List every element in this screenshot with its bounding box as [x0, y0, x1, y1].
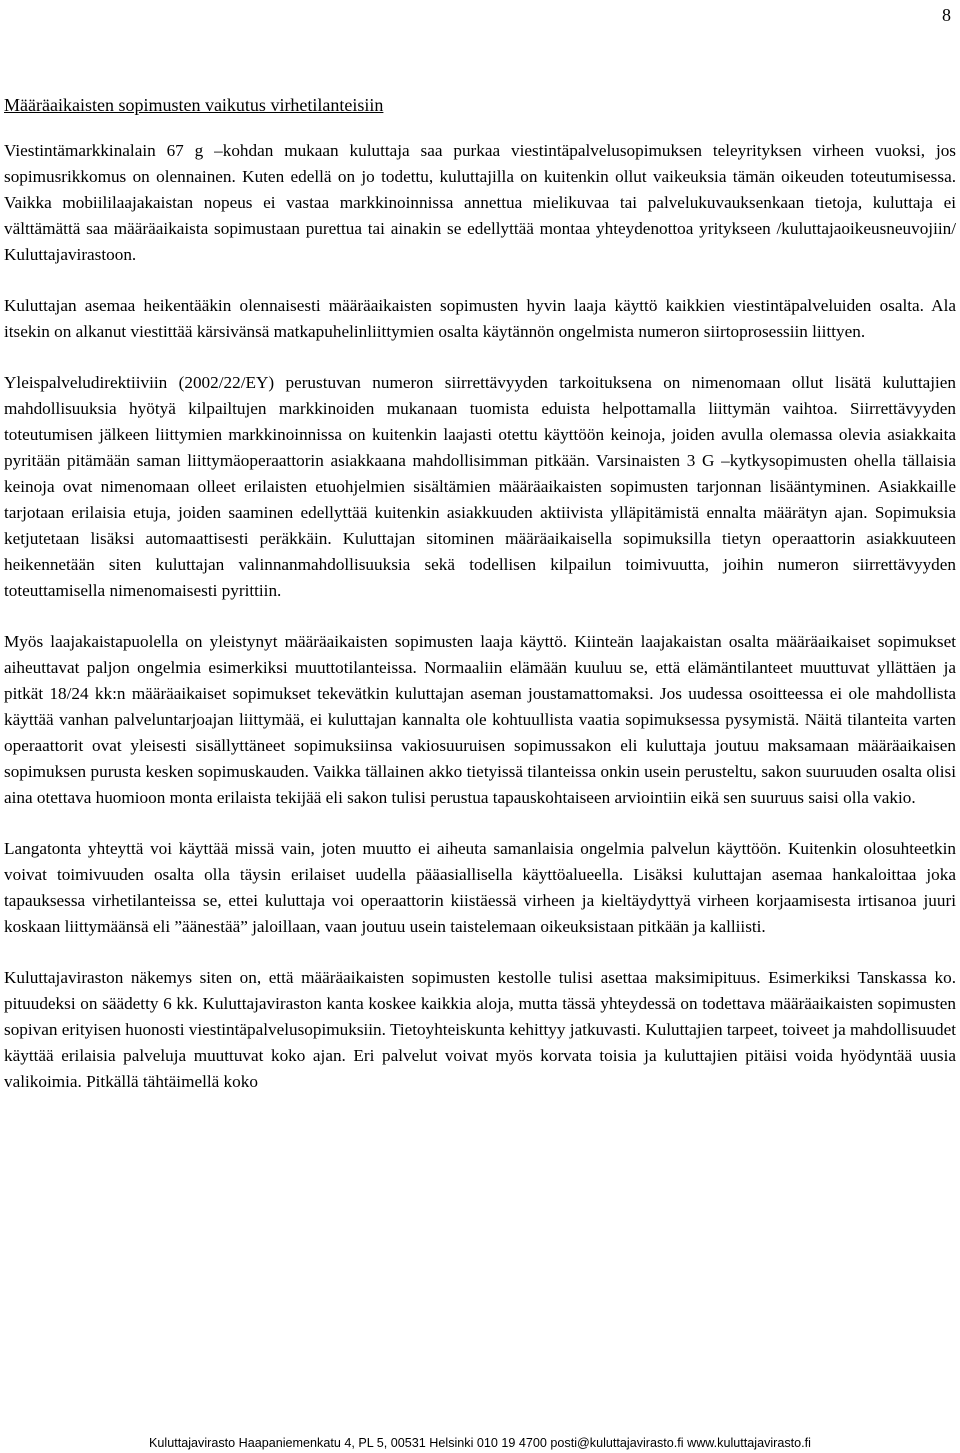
document-body	[4, 92, 956, 1120]
page-number: 8	[942, 5, 951, 25]
paragraph-4: Myös laajakaistapuolella on yleistynyt määräaikaisten sopimusten laaja käyttö. Kiinteän laajakaistan osalta määräaikaiset sopimukset aiheuttavat paljon ongelmia esimerkiksi muuttotilanteissa. Normaaliin elämään kuuluu se, että elämäntilanteet muuttuvat yllättäen ja pitkät 18/24 kk:n määräaikaiset sopimukset tekevätkin kuluttajan aseman joustamattomaksi. Jos uudessa osoitteessa ei ole mahdollista käyttää vanhan palveluntarjoajan liittymää, ei kuluttajan kannalta ole kohtuullista vaatia sopimuksessa pysymistä. Näitä tilanteita varten operaattorit ovat yleisesti sisällyttäneet sopimuksiinsa vakiosuuruisen sopimussakon eli kuluttaja joutuu maksamaan määräaikaisen sopimuksen purusta kesken sopimuskauden. Vaikka tällainen akko tietyissä tilanteissa onkin usein perusteltu, sakon suuruuden osalta olisi aina otettava huomioon monta erilaista tekijää eli sakon tulisi perustua tapauskohtaiseen arviointiin eikä sen suuruus saisi olla vakio.	[4, 632, 956, 807]
paragraph-3: Yleispalveludirektiiviin (2002/22/EY) perustuvan numeron siirrettävyyden tarkoituksena on nimenomaan ollut lisätä kuluttajien mahdollisuuksia hyötyä kilpailtujen markkinoiden mukanaan tuomista eduista helpottamalla liittymän vaihtoa. Siirrettävyyden toteutumisen jälkeen liittymien markkinoinnissa on kuitenkin laajasti otettu käyttöön keinoja, joiden avulla olemassa olevia asiakkaita pyritään pitämään saman liittymäoperaattorin asiakkaana mahdollisimman pitkään. Varsinaisten 3 G –kytkysopimusten ohella tällaisia keinoja ovat nimenomaan olleet erilaisten etuohjelmien sisältämien määräaikaisten sopimusten tarjonnan lisääntyminen. Asiakkaille tarjotaan erilaisia etuja, joiden saaminen edellyttää kuitenkin asiakkuuden aktiivista ylläpitämistä ennalta määrätyn ajan. Sopimuksia ketjutetaan lisäksi automaattisesti peräkkäin. Kuluttajan sitominen määräaikaisella sopimuksilla tietyn operaattorin asiakkuuteen heikennetään siten kuluttajan valinnanmahdollisuuksia sekä todellisen kilpailun toimivuutta, joihin numeron siirrettävyyden toteuttamisella nimenomaisesti pyrittiin.	[4, 373, 956, 600]
section-heading: Määräaikaisten sopimusten vaikutus virhetilanteisiin	[4, 95, 384, 115]
page-footer: Kuluttajavirasto Haapaniemenkatu 4, PL 5, 00531 Helsinki 010 19 4700 posti@kuluttajavirasto.fi www.kuluttajavirasto.fi	[149, 1436, 811, 1450]
paragraph-1: Viestintämarkkinalain 67 g –kohdan mukaan kuluttaja saa purkaa viestintäpalvelusopimuksen teleyrityksen virheen vuoksi, jos sopimusrikkomus on olennainen. Kuten edellä on jo todettu, kuluttajilla on kuitenkin ollut vaikeuksia tämän oikeuden toteutumisessa. Vaikka mobiililaajakaistan nopeus ei vastaa markkinoinnissa annettua mielikuvaa tai palvelukuvauksenkaan tietoja, kuluttaja ei välttämättä saa määräaikaista sopimustaan purettua tai ainakin se edellyttää montaa yhteydenottoa yritykseen /kuluttajaoikeusneuvojiin/ Kuluttajavirastoon.	[4, 141, 956, 264]
paragraph-2: Kuluttajan asemaa heikentääkin olennaisesti määräaikaisten sopimusten hyvin laaja käyttö kaikkien viestintäpalveluiden osalta. Ala itsekin on alkanut viestittää kärsivänsä matkapuhelinliittymien osalta käytännön ongelmista numeron siirtoprosessiin liittyen.	[4, 296, 956, 341]
paragraph-5: Langatonta yhteyttä voi käyttää missä vain, joten muutto ei aiheuta samanlaisia ongelmia palvelun käyttöön. Kuitenkin olosuhteetkin voivat toimivuuden osalta olla täysin erilaiset uudella pääasiallisella käyttöalueella. Lisäksi kuluttajan asemaa hankaloittaa joka tapauksessa virhetilanteissa se, ettei kuluttaja voi operaattorin kiistäessä virheen ja kieltäydyttyä virheen korjaamisesta irtisanoa juuri koskaan liittymäänsä eli ”äänestää” jaloillaan, vaan joutuu usein taistelemaan oikeuksistaan pitkään ja kalliisti.	[4, 839, 956, 936]
paragraph-6: Kuluttajaviraston näkemys siten on, että määräaikaisten sopimusten kestolle tulisi asettaa maksimipituus. Esimerkiksi Tanskassa ko. pituudeksi on säädetty 6 kk. Kuluttajaviraston kanta koskee kaikkia aloja, mutta tässä yhteydessä on todettava määräaikaisten sopimusten sopivan erityisen huonosti viestintäpalvelusopimuksiin. Tietoyhteiskunta kehittyy jatkuvasti. Kuluttajien tarpeet, toiveet ja mahdollisuudet käyttää erilaisia palveluja muuttuvat koko ajan. Eri palvelut voivat myös korvata toisia ja kuluttajien pitäisi voida hyödyntää uusia valikoimia. Pitkällä tähtäimellä koko	[4, 968, 956, 1091]
